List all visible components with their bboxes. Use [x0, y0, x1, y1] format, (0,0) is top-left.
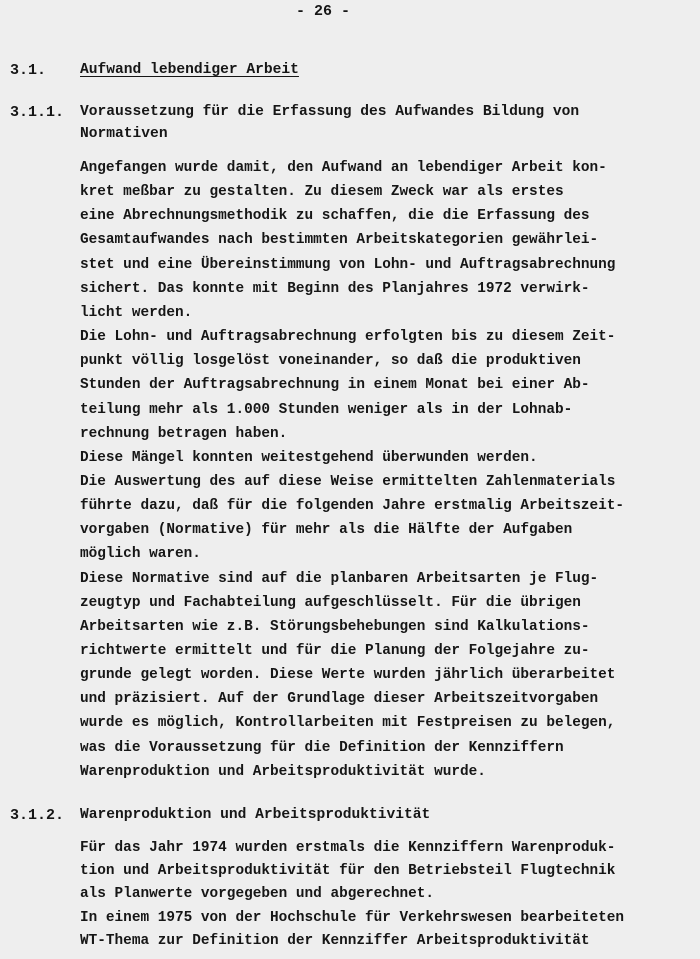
page-number: - 26 -: [296, 3, 351, 20]
subsection-number: 3.1.1.: [10, 104, 65, 121]
text-line: und präzisiert. Auf der Grundlage dieser Arbeitszeitvorgaben: [80, 691, 599, 708]
text-line: teilung mehr als 1.000 Stunden weniger als in der Lohnab-: [80, 401, 573, 418]
text-line: als Planwerte vorgegeben und abgerechnet.: [80, 886, 435, 903]
text-line: WT-Thema zur Definition der Kennziffer Arbeitsproduktivität: [80, 932, 590, 949]
text-line: rechnung betragen haben.: [80, 425, 288, 442]
text-line: sichert. Das konnte mit Beginn des Planjahres 1972 verwirk-: [80, 280, 590, 297]
text-line: Für das Jahr 1974 wurden erstmals die Kennziffern Warenproduk-: [80, 840, 616, 856]
text-line: grunde gelegt worden. Diese Werte wurden jährlich überarbeitet: [80, 667, 616, 684]
text-line: tion und Arbeitsproduktivität für den Betriebsteil Flugtechnik: [80, 863, 616, 880]
subsection-number: 3.1.2.: [10, 807, 65, 824]
text-line: vorgaben (Normative) für mehr als die Hälfte der Aufgaben: [80, 522, 573, 539]
text-line: was die Voraussetzung für die Definition der Kennziffern: [80, 739, 564, 756]
text-line: eine Abrechnungsmethodik zu schaffen, die die Erfassung des: [80, 208, 590, 225]
text-line: Die Lohn- und Auftragsabrechnung erfolgten bis zu diesem Zeit-: [80, 329, 616, 346]
text-line: stet und eine Übereinstimmung von Lohn- und Auftragsabrechnung: [80, 256, 616, 273]
text-line: wurde es möglich, Kontrollarbeiten mit Festpreisen zu belegen,: [80, 715, 616, 732]
subsection-title-line: Normativen: [80, 126, 168, 142]
text-line: Warenproduktion und Arbeitsproduktivität wurde.: [80, 763, 486, 780]
subsection-title: Warenproduktion und Arbeitsproduktivität: [80, 807, 431, 823]
section-title: Aufwand lebendiger Arbeit: [80, 62, 299, 78]
text-line: In einem 1975 von der Hochschule für Verkehrswesen bearbeiteten: [80, 909, 625, 926]
text-line: zeugtyp und Fachabteilung aufgeschlüsselt. Für die übrigen: [80, 594, 581, 611]
text-line: punkt völlig losgelöst voneinander, so daß die produktiven: [80, 353, 581, 370]
text-line: richtwerte ermittelt und für die Planung der Folgejahre zu-: [80, 643, 590, 659]
text-line: Gesamtaufwandes nach bestimmten Arbeitskategorien gewährlei-: [80, 232, 599, 249]
text-line: Stunden der Auftragsabrechnung in einem Monat bei einer Ab-: [80, 377, 590, 394]
text-line: licht werden.: [80, 304, 193, 321]
section-number: 3.1.: [10, 62, 47, 79]
subsection-title-line: Voraussetzung für die Erfassung des Aufwandes Bildung von: [80, 104, 580, 120]
text-line: kret meßbar zu gestalten. Zu diesem Zweck war als erstes: [80, 184, 564, 201]
text-line: Die Auswertung des auf diese Weise ermittelten Zahlenmaterials: [80, 473, 616, 490]
text-line: möglich waren.: [80, 546, 201, 563]
text-line: führte dazu, daß für die folgenden Jahre erstmalig Arbeitszeit-: [80, 498, 625, 515]
text-line: Angefangen wurde damit, den Aufwand an lebendiger Arbeit kon-: [80, 160, 607, 176]
text-line: Diese Mängel konnten weitestgehend überwunden werden.: [80, 449, 538, 466]
text-line: Diese Normative sind auf die planbaren Arbeitsarten je Flug-: [80, 570, 599, 587]
text-line: Arbeitsarten wie z.B. Störungsbehebungen sind Kalkulations-: [80, 618, 590, 635]
